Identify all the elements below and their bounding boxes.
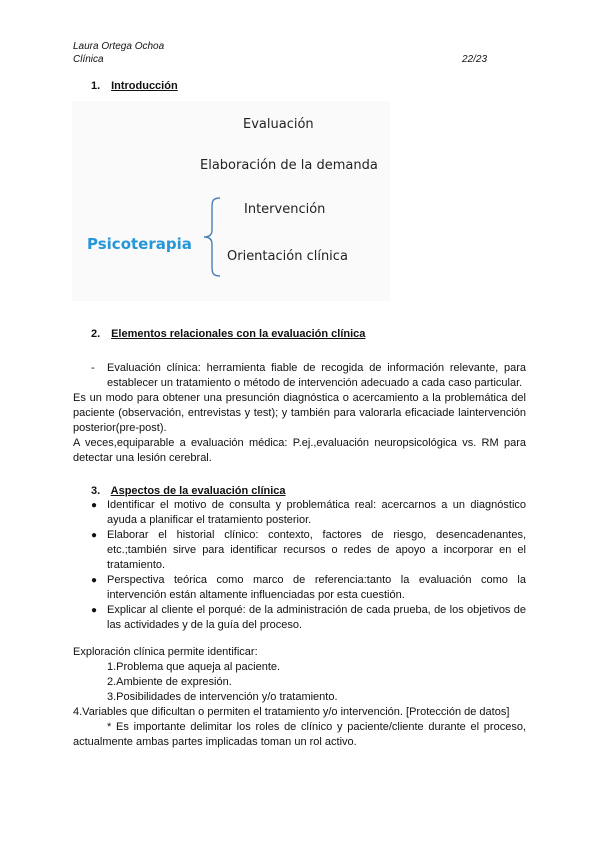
paragraph: Es un modo para obtener una presunción diagnóstica o acercamiento a la problemática del paciente (observación, entrevistas y test); y también para valorarla eficaciade laintervención posterior(pre-post). <box>73 392 526 434</box>
page-number: 22/23 <box>462 54 488 65</box>
diagram-label-intervencion: Intervención <box>244 202 326 217</box>
list-item: 1.Problema que aqueja al paciente. <box>107 661 281 673</box>
bullet-icon: ● <box>91 605 98 616</box>
paragraph: Exploración clínica permite identificar: <box>73 646 258 658</box>
diagram-label-psicoterapia: Psicoterapia <box>87 235 192 253</box>
list-item <box>73 705 526 720</box>
list-item <box>91 528 526 573</box>
header-subject: Clínica <box>73 54 104 65</box>
section-heading-3 <box>91 484 286 499</box>
bullet-icon: ● <box>91 575 98 586</box>
section-number: 3. <box>91 485 101 497</box>
list-item-text: Explicar al cliente el porqué: de la administración de cada prueba, de los objetivos de las actividades y de la guía del proceso. <box>107 604 526 631</box>
header-author: Laura Ortega Ochoa <box>73 41 165 52</box>
section-heading-2 <box>91 327 365 342</box>
diagram-label-evaluacion: Evaluación <box>243 117 314 132</box>
list-item-text: Elaborar el historial clínico: contexto, factores de riesgo, desencadenantes, etc.;también sirve para identificar recursos o redes de apoyo a incorporar en el tratamiento. <box>107 529 526 571</box>
list-item <box>91 573 526 603</box>
list-item-text: Perspectiva teórica como marco de referencia:tanto la evaluación como la intervención están altamente influenciadas por esta cuestión. <box>107 574 526 601</box>
list-item: Evaluación clínica: herramienta fiable de recogida de información relevante, para establecer un tratamiento o método de intervención adecuado a cada caso particular. <box>107 362 526 389</box>
numbered-list <box>73 660 526 750</box>
list-item-text: 4.Variables que dificultan o permiten el tratamiento y/o intervención. [Protección de datos] <box>73 706 510 718</box>
section-number: 1. <box>91 80 101 92</box>
dash-marker: - <box>91 362 95 374</box>
psychotherapy-diagram <box>72 101 390 301</box>
bullet-icon: ● <box>91 530 98 541</box>
section-title: Aspectos de la evaluación clínica <box>110 485 286 497</box>
list-item: 3.Posibilidades de intervención y/o tratamiento. <box>107 691 338 703</box>
list-item-text: * Es importante delimitar los roles de clínico y paciente/cliente durante el proceso, actualmente ambas partes implicadas toman un rol activo. <box>73 721 526 748</box>
list-item <box>91 498 526 528</box>
diagram-label-orientacion: Orientación clínica <box>227 249 348 264</box>
list-item <box>73 720 526 750</box>
section-title: Elementos relacionales con la evaluación clínica <box>111 328 366 340</box>
paragraph: A veces,equiparable a evaluación médica: P.ej.,evaluación neuropsicológica vs. RM para detectar una lesión cerebral. <box>73 437 526 464</box>
bullet-list <box>91 498 526 633</box>
section-title: Introducción <box>111 80 178 92</box>
list-item <box>91 603 526 633</box>
diagram-label-demanda: Elaboración de la demanda <box>200 158 378 173</box>
curly-brace-icon <box>200 196 224 278</box>
list-item-text: Identificar el motivo de consulta y problemática real: acercarnos a un diagnóstico ayuda a planificar el tratamiento posterior. <box>107 499 526 526</box>
section-number: 2. <box>91 328 101 340</box>
section-heading-1 <box>91 79 178 94</box>
list-item: 2.Ambiente de expresión. <box>107 676 232 688</box>
bullet-icon: ● <box>91 500 98 511</box>
